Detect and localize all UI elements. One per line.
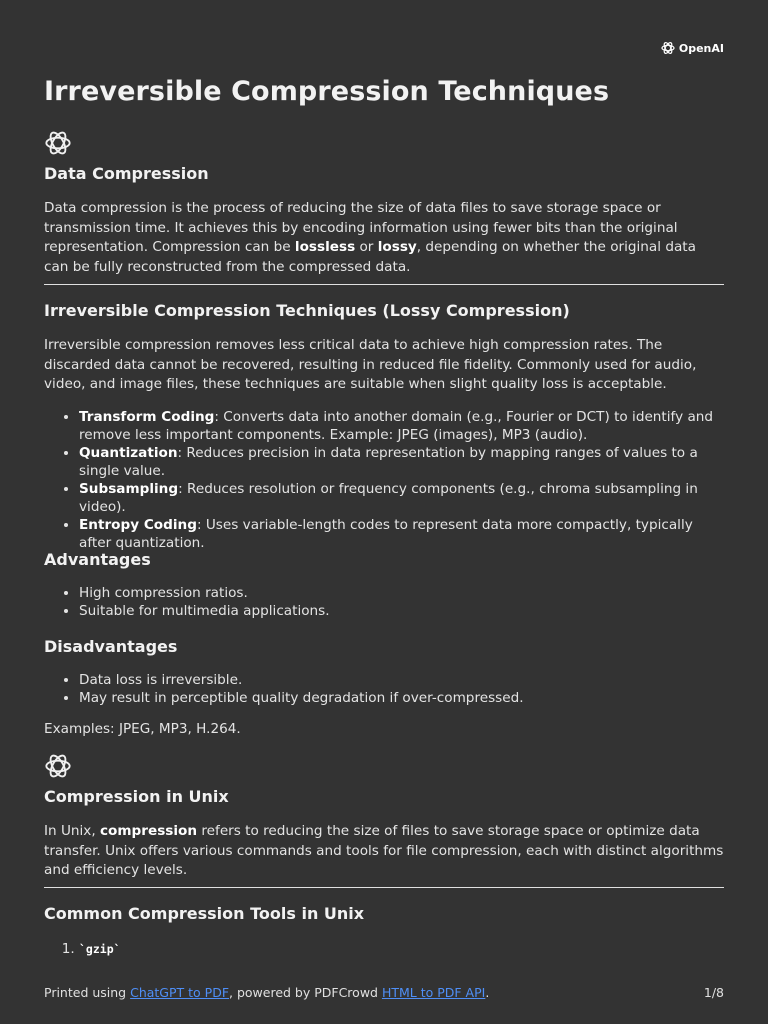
examples-text: Examples: JPEG, MP3, H.264. — [44, 721, 241, 737]
disadvantages-list — [44, 671, 724, 707]
heading-compression-unix: Compression in Unix — [44, 787, 229, 806]
heading-advantages: Advantages — [44, 550, 151, 569]
openai-icon — [660, 40, 676, 56]
list-item: • Quantization: Reduces precision in data representation by mapping ranges of values to a single value. — [79, 444, 724, 480]
chatgpt-icon — [44, 129, 72, 157]
heading-data-compression: Data Compression — [44, 164, 209, 183]
paragraph-compression-unix: In Unix, compression refers to reducing the size of files to save storage space or optimize data transfer. Unix offers various commands and tools for file compression, each with distinct algorithms and efficiency levels. — [44, 823, 724, 878]
list-item: • May result in perceptible quality degradation if over-compressed. — [79, 689, 724, 707]
paragraph-lossy-compression: Irreversible compression removes less critical data to achieve high compression rates. The discarded data cannot be recovered, resulting in reduced file fidelity. Commonly used for audio, video, and image files, these techniques are suitable when slight quality loss is acceptable. — [44, 337, 697, 392]
heading-lossy-compression: Irreversible Compression Techniques (Lossy Compression) — [44, 301, 570, 320]
logo-text: OpenAI — [678, 41, 724, 55]
list-item: • Transform Coding: Converts data into another domain (e.g., Fourier or DCT) to identify and remove less important components. Example: JPEG (images), MP3 (audio). — [79, 408, 724, 444]
technique-list — [44, 408, 724, 552]
page-title: Irreversible Compression Techniques — [44, 76, 610, 107]
paragraph-data-compression: Data compression is the process of reducing the size of data files to save storage space or transmission time. It achieves this by encoding information using fewer bits than the original representation. Compression can be lossless or lossy, depending on whether the original data can be fully reconstructed from the compressed data. — [44, 200, 696, 275]
page-number: 1/8 — [703, 985, 724, 1000]
chatgpt-to-pdf-link[interactable]: ChatGPT to PDF — [130, 985, 230, 1000]
list-item: • Suitable for multimedia applications. — [79, 602, 724, 620]
html-to-pdf-api-link[interactable]: HTML to PDF API — [381, 985, 486, 1000]
heading-unix-tools: Common Compression Tools in Unix — [44, 904, 365, 923]
openai-logo — [660, 40, 724, 56]
footer — [44, 985, 724, 1000]
chatgpt-icon — [44, 752, 72, 780]
divider — [44, 284, 724, 285]
list-item: • Entropy Coding: Uses variable-length codes to represent data more compactly, typically after quantization. — [79, 516, 724, 552]
list-item: • Subsampling: Reduces resolution or frequency components (e.g., chroma subsampling in video). — [79, 480, 724, 516]
list-item — [79, 940, 724, 958]
footer-text: Printed using ChatGPT to PDF, powered by PDFCrowd HTML to PDF API. — [44, 985, 490, 1000]
divider — [44, 887, 724, 888]
advantages-list — [44, 584, 724, 620]
list-item: • Data loss is irreversible. — [79, 671, 724, 689]
tool-name: `gzip` — [79, 942, 121, 956]
unix-tools-list — [44, 940, 724, 958]
list-item: • High compression ratios. — [79, 584, 724, 602]
heading-disadvantages: Disadvantages — [44, 637, 178, 656]
